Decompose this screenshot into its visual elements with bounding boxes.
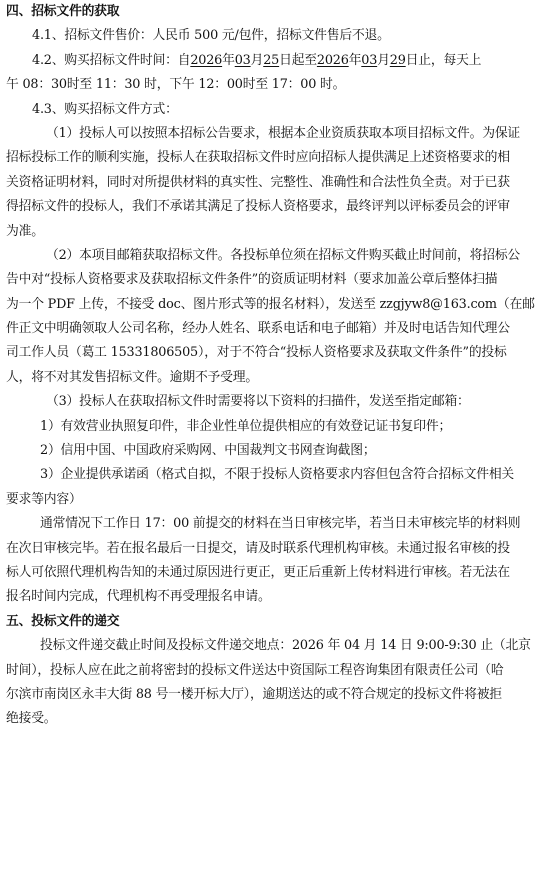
item1-line: 得招标文件的投标人，我们不承诺其满足了投标人资格要求，最终评判以评标委员会的评审 (6, 199, 510, 215)
item1-line: 为准。 (6, 223, 44, 239)
start-month: 03 (234, 52, 251, 68)
year-label-1: 年 (222, 52, 235, 68)
review-note-line: 通常情况下工作日 17：00 前提交的材料在当日审核完毕，若当日未审核完毕的材料则 (40, 516, 521, 532)
para-4-2-line2: 午 08：30时至 11：30 时，下午 12：00时至 17：00 时。 (6, 77, 346, 93)
para-4-3: 4.3、购买招标文件方式： (32, 101, 178, 117)
end-year: 2026 (316, 52, 349, 68)
submission-line: 绝接受。 (6, 711, 57, 727)
submission-line: 时间），投标人应在此之前将密封的投标文件送达中资国际工程咨询集团有限责任公司（哈 (6, 662, 504, 678)
end-day: 29 (389, 52, 406, 68)
start-year: 2026 (190, 52, 223, 68)
year-label-2: 年 (348, 52, 362, 68)
item2-line: 为一个 PDF 上传，不接受 doc、图片形式等的报名材料），发送至 zzgjyw8@163.com（在邮 (6, 296, 535, 312)
item2-line: 人，将不对其发售招标文件。逾期不予受理。 (6, 369, 258, 385)
submission-line: 尔滨市南岗区永丰大街 88 号一楼开标大厅），逾期送达的或不符合规定的投标文件将被拒 (6, 686, 502, 702)
month-label-2: 月 (377, 52, 390, 68)
section5-heading: 五、投标文件的递交 (6, 613, 120, 629)
para-4-2-tail: 日止，每天上 (405, 52, 482, 68)
review-note-line: 在次日审核完毕。若在报名最后一日提交，请及时联系代理机构审核。未通过报名审核的投 (6, 540, 510, 556)
item1-line: 关资格证明材料，同时对所提供材料的真实性、完整性、准确性和合法性负全责。对于已获 (6, 174, 510, 190)
section4-heading: 四、招标文件的获取 (6, 4, 120, 19)
end-month: 03 (361, 52, 378, 68)
item1-line: 招标投标工作的顺利实施，投标人在获取招标文件时应向招标人提供满足上述资格要求的相 (6, 150, 510, 166)
para-4-2 (6, 49, 544, 73)
review-note-line: 标人可依照代理机构告知的未通过原因进行更正，更正后重新上传材料进行审核。若无法在 (6, 564, 510, 580)
review-note-line: 报名时间内完成，代理机构不再受理报名申请。 (6, 589, 271, 605)
month-label-1: 月 (250, 52, 264, 68)
para-4-2-mid: 日起至 (279, 52, 317, 68)
item3: （3）投标人在获取招标文件时需要将以下资料的扫描件，发送至指定邮箱： (46, 394, 470, 410)
item2-line: 司工作人员（葛工 15331806505），对于不符合“投标人资格要求及获取文件条件”的投标 (6, 345, 507, 361)
para-4-1: 4.1、招标文件售价：人民币 500 元/包件，招标文件售后不退。 (32, 28, 390, 44)
sub-item-1: 1）有效营业执照复印件，非企业性单位提供相应的有效登记证书复印件； (40, 418, 452, 434)
item2-line: 告中对“投标人资格要求及获取招标文件条件”的资质证明材料（要求加盖公章后整体扫描 (6, 272, 498, 288)
sub-item-3: 3）企业提供承诺函（格式自拟，不限于投标人资格要求内容但包含符合招标文件相关 (40, 467, 515, 483)
item1-line: （1）投标人可以按照本招标公告要求，根据本企业资质获取本项目招标文件。为保证 (46, 125, 521, 141)
item2-line: 件正文中明确领取人公司名称，经办人姓名、联系电话和电子邮箱）并及时电话告知代理公 (6, 321, 510, 337)
item2-line: （2）本项目邮箱获取招标文件。各投标单位须在招标文件购买截止时间前，将招标公 (46, 247, 521, 263)
sub-item-2: 2）信用中国、中国政府采购网、中国裁判文书网查询截图； (40, 443, 376, 459)
para-4-2-prefix: 4.2、购买招标文件时间：自 (32, 52, 191, 68)
submission-line: 投标文件递交截止时间及投标文件递交地点：2026 年 04 月 14 日 9:00-9:30 止（北京 (40, 638, 531, 654)
sub-item-3-cont: 要求等内容） (6, 491, 82, 507)
start-day: 25 (263, 52, 280, 68)
